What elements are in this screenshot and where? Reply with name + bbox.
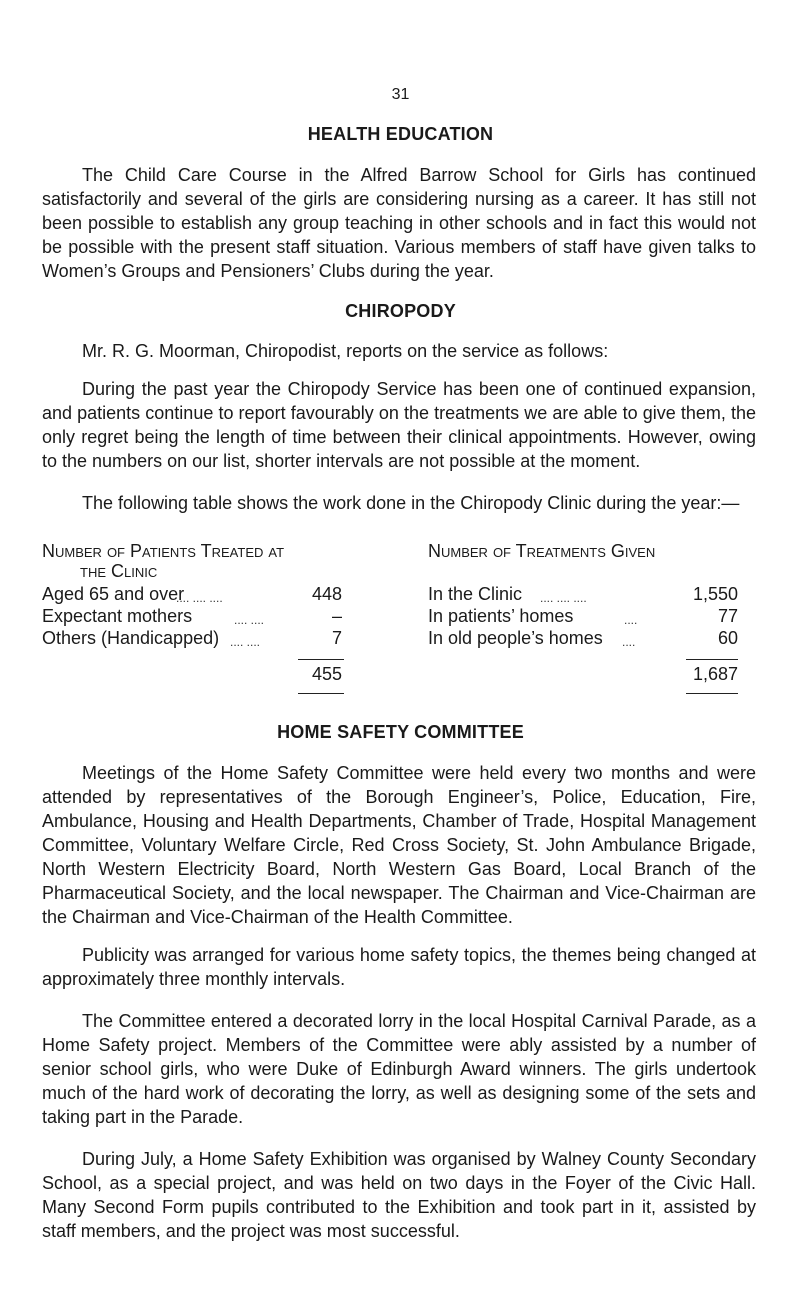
row-leader-dots: .... .... ....: [176, 591, 223, 605]
right-total-rule-bottom: [686, 693, 738, 694]
health-education-heading: HEALTH EDUCATION: [307, 124, 494, 144]
row-value: 77: [717, 606, 738, 626]
home-safety-heading: HOME SAFETY COMMITTEE: [277, 722, 524, 742]
right-total-rule-top: [686, 659, 738, 660]
left-total-rule-bottom: [298, 693, 344, 694]
row-leader-dots: .... ....: [230, 635, 261, 649]
health-education-paragraph: The Child Care Course in the Alfred Barrow School for Girls has continued satisfactorily and several of the girls are considering nursing as a career. It has still not been possible to establish any group teaching in other schools and in fact this would not be possible with the present staff situation. Various members of staff have given talks to Women’s Groups and Pensioners’ Clubs during the year.: [42, 165, 756, 281]
table-row: [428, 627, 738, 649]
chiropody-table-intro: The following table shows the work done in the Chiropody Clinic during the year:—: [82, 493, 740, 513]
patients-treated-heading: [42, 541, 382, 581]
chiropody-heading: CHIROPODY: [345, 301, 456, 321]
page-number: 31: [391, 86, 410, 103]
row-label: In patients’ homes: [428, 606, 574, 626]
row-value: 1,550: [692, 584, 738, 604]
row-label: Others (Handicapped): [42, 628, 220, 648]
table-row: [42, 627, 342, 649]
table-row: [428, 605, 738, 627]
row-label: Aged 65 and over: [42, 584, 185, 604]
table-row: [42, 583, 342, 605]
row-value: 60: [717, 628, 738, 648]
patients-treated-heading-line2: the Clinic: [80, 561, 158, 581]
row-label: Expectant mothers: [42, 606, 193, 626]
row-label: In the Clinic: [428, 584, 523, 604]
row-leader-dots: .... ....: [234, 613, 265, 627]
home-safety-paragraph-2: Publicity was arranged for various home safety topics, the themes being changed at approximately three monthly intervals.: [42, 945, 756, 989]
table-row: [42, 605, 342, 627]
row-leader-dots: ....: [624, 613, 638, 627]
treatments-given-heading: Number of Treatments Given: [428, 541, 656, 561]
row-label: In old people’s homes: [428, 628, 603, 648]
chiropody-intro: Mr. R. G. Moorman, Chiropodist, reports on the service as follows:: [82, 341, 609, 361]
patients-treated-heading-line1: Number of Patients Treated at: [42, 541, 285, 561]
table-row: [428, 583, 738, 605]
patients-total: 455: [311, 664, 342, 684]
row-value: –: [331, 606, 342, 626]
chiropody-paragraph: During the past year the Chiropody Service has been one of continued expansion, and patients continue to report favourably on the treatments we are able to give them, the only regret being the length of time between their clinical appointments. However, owing to the numbers on our list, shorter intervals are not possible at the moment.: [42, 379, 756, 471]
row-value: 448: [311, 584, 342, 604]
left-total-rule-top: [298, 659, 344, 660]
home-safety-paragraph-3: The Committee entered a decorated lorry in the local Hospital Carnival Parade, as a Home Safety project. Members of the Committee were ably assisted by a number of senior school girls, who were Duke of Edinburgh Award winners. The girls undertook much of the hard work of decorating the lorry, as well as designing some of the sets and taking part in the Parade.: [42, 1011, 756, 1127]
home-safety-paragraph-4: During July, a Home Safety Exhibition was organised by Walney County Secondary School, as a special project, and was held on two days in the Foyer of the Civic Hall. Many Second Form pupils contributed to the Exhibition and took part in it, assisted by staff members, and the project was most successful.: [42, 1149, 756, 1241]
row-leader-dots: ....: [622, 635, 636, 649]
row-value: 7: [331, 628, 342, 648]
home-safety-paragraph-1: Meetings of the Home Safety Committee were held every two months and were attended by representatives of the Borough Engineer’s, Police, Education, Fire, Ambulance, Housing and Health Departments, Chamber of Trade, Hospital Management Committee, Voluntary Welfare Circle, Red Cross Society, St. John Ambulance Brigade, North Western Electricity Board, North Western Gas Board, Local Branch of the Pharmaceutical Society, and the local newspaper. The Chairman and Vice-Chairman are the Chairman and Vice-Chairman of the Health Committee.: [42, 763, 756, 927]
row-leader-dots: .... .... ....: [540, 591, 587, 605]
treatments-total: 1,687: [692, 664, 738, 684]
